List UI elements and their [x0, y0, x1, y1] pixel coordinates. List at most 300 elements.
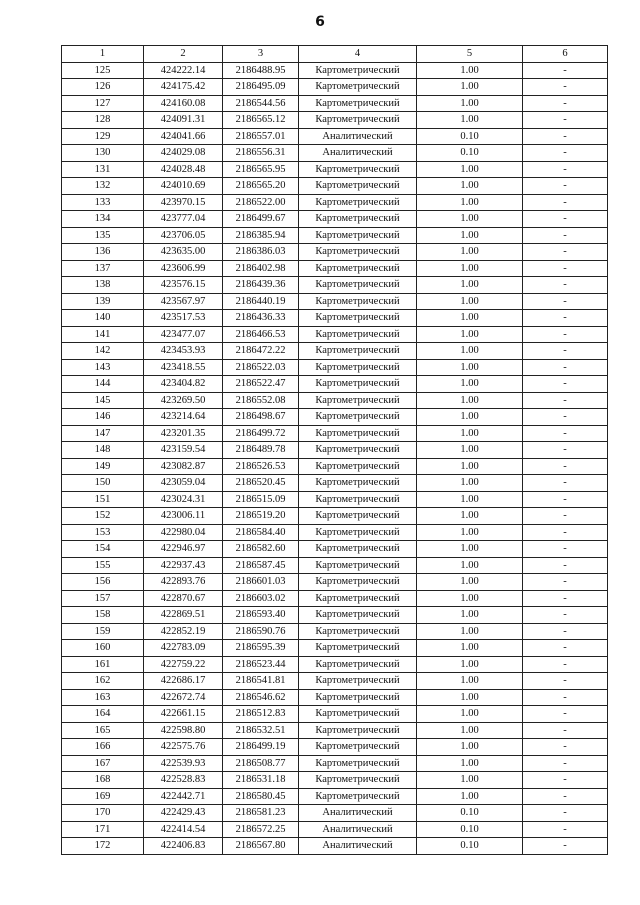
x-coordinate-cell: 423059.04	[144, 475, 223, 492]
note-cell: -	[523, 458, 608, 475]
accuracy-cell: 1.00	[417, 623, 523, 640]
note-cell: -	[523, 95, 608, 112]
y-coordinate-cell: 2186519.20	[223, 508, 299, 525]
accuracy-cell: 1.00	[417, 194, 523, 211]
table-row	[62, 95, 608, 112]
y-coordinate-cell: 2186546.62	[223, 689, 299, 706]
accuracy-cell: 1.00	[417, 689, 523, 706]
method-cell: Картометрический	[299, 310, 417, 327]
note-cell: -	[523, 475, 608, 492]
x-coordinate-cell: 423777.04	[144, 211, 223, 228]
y-coordinate-cell: 2186603.02	[223, 590, 299, 607]
method-cell: Аналитический	[299, 838, 417, 855]
table-row	[62, 145, 608, 162]
note-cell: -	[523, 607, 608, 624]
table-row	[62, 557, 608, 574]
y-coordinate-cell: 2186522.00	[223, 194, 299, 211]
note-cell: -	[523, 772, 608, 789]
method-cell: Картометрический	[299, 706, 417, 723]
method-cell: Картометрический	[299, 392, 417, 409]
table-row	[62, 376, 608, 393]
y-coordinate-cell: 2186495.09	[223, 79, 299, 96]
method-cell: Картометрический	[299, 524, 417, 541]
y-coordinate-cell: 2186565.12	[223, 112, 299, 129]
method-cell: Картометрический	[299, 574, 417, 591]
x-coordinate-cell: 423201.35	[144, 425, 223, 442]
accuracy-cell: 1.00	[417, 590, 523, 607]
table-row	[62, 508, 608, 525]
table-row	[62, 541, 608, 558]
point-number-cell: 127	[62, 95, 144, 112]
x-coordinate-cell: 422429.43	[144, 805, 223, 822]
accuracy-cell: 1.00	[417, 409, 523, 426]
table-row	[62, 343, 608, 360]
point-number-cell: 159	[62, 623, 144, 640]
y-coordinate-cell: 2186386.03	[223, 244, 299, 261]
accuracy-cell: 1.00	[417, 755, 523, 772]
table-row	[62, 293, 608, 310]
x-coordinate-cell: 422946.97	[144, 541, 223, 558]
point-number-cell: 166	[62, 739, 144, 756]
point-number-cell: 169	[62, 788, 144, 805]
method-cell: Картометрический	[299, 277, 417, 294]
note-cell: -	[523, 343, 608, 360]
point-number-cell: 143	[62, 359, 144, 376]
x-coordinate-cell: 423517.53	[144, 310, 223, 327]
table-row	[62, 211, 608, 228]
method-cell: Картометрический	[299, 788, 417, 805]
accuracy-cell: 1.00	[417, 541, 523, 558]
note-cell: -	[523, 376, 608, 393]
table-row	[62, 194, 608, 211]
point-number-cell: 137	[62, 260, 144, 277]
column-header: 6	[523, 46, 608, 63]
y-coordinate-cell: 2186512.83	[223, 706, 299, 723]
accuracy-cell: 1.00	[417, 475, 523, 492]
y-coordinate-cell: 2186531.18	[223, 772, 299, 789]
y-coordinate-cell: 2186581.23	[223, 805, 299, 822]
coordinates-table	[61, 45, 608, 855]
table-row	[62, 821, 608, 838]
accuracy-cell: 1.00	[417, 227, 523, 244]
point-number-cell: 164	[62, 706, 144, 723]
point-number-cell: 162	[62, 673, 144, 690]
note-cell: -	[523, 128, 608, 145]
accuracy-cell: 1.00	[417, 706, 523, 723]
accuracy-cell: 1.00	[417, 458, 523, 475]
method-cell: Картометрический	[299, 79, 417, 96]
method-cell: Картометрический	[299, 607, 417, 624]
x-coordinate-cell: 424029.08	[144, 145, 223, 162]
note-cell: -	[523, 260, 608, 277]
accuracy-cell: 1.00	[417, 112, 523, 129]
note-cell: -	[523, 244, 608, 261]
y-coordinate-cell: 2186565.20	[223, 178, 299, 195]
y-coordinate-cell: 2186440.19	[223, 293, 299, 310]
table-row	[62, 788, 608, 805]
y-coordinate-cell: 2186499.19	[223, 739, 299, 756]
y-coordinate-cell: 2186520.45	[223, 475, 299, 492]
method-cell: Аналитический	[299, 805, 417, 822]
table-row	[62, 178, 608, 195]
method-cell: Картометрический	[299, 260, 417, 277]
y-coordinate-cell: 2186522.47	[223, 376, 299, 393]
accuracy-cell: 1.00	[417, 376, 523, 393]
accuracy-cell: 1.00	[417, 772, 523, 789]
table-body	[62, 62, 608, 854]
table-row	[62, 128, 608, 145]
note-cell: -	[523, 112, 608, 129]
note-cell: -	[523, 557, 608, 574]
x-coordinate-cell: 423159.54	[144, 442, 223, 459]
y-coordinate-cell: 2186466.53	[223, 326, 299, 343]
table-row	[62, 706, 608, 723]
point-number-cell: 129	[62, 128, 144, 145]
x-coordinate-cell: 424222.14	[144, 62, 223, 79]
y-coordinate-cell: 2186580.45	[223, 788, 299, 805]
x-coordinate-cell: 422672.74	[144, 689, 223, 706]
point-number-cell: 160	[62, 640, 144, 657]
x-coordinate-cell: 423006.11	[144, 508, 223, 525]
accuracy-cell: 1.00	[417, 425, 523, 442]
table-row	[62, 161, 608, 178]
point-number-cell: 133	[62, 194, 144, 211]
table-row	[62, 739, 608, 756]
note-cell: -	[523, 805, 608, 822]
y-coordinate-cell: 2186515.09	[223, 491, 299, 508]
x-coordinate-cell: 422869.51	[144, 607, 223, 624]
accuracy-cell: 1.00	[417, 359, 523, 376]
point-number-cell: 153	[62, 524, 144, 541]
x-coordinate-cell: 423024.31	[144, 491, 223, 508]
x-coordinate-cell: 423418.55	[144, 359, 223, 376]
method-cell: Аналитический	[299, 821, 417, 838]
accuracy-cell: 1.00	[417, 656, 523, 673]
table-row	[62, 442, 608, 459]
method-cell: Картометрический	[299, 343, 417, 360]
note-cell: -	[523, 590, 608, 607]
y-coordinate-cell: 2186556.31	[223, 145, 299, 162]
table-row	[62, 227, 608, 244]
x-coordinate-cell: 423082.87	[144, 458, 223, 475]
note-cell: -	[523, 656, 608, 673]
point-number-cell: 126	[62, 79, 144, 96]
point-number-cell: 136	[62, 244, 144, 261]
method-cell: Картометрический	[299, 194, 417, 211]
table-row	[62, 590, 608, 607]
point-number-cell: 154	[62, 541, 144, 558]
y-coordinate-cell: 2186584.40	[223, 524, 299, 541]
point-number-cell: 144	[62, 376, 144, 393]
x-coordinate-cell: 424175.42	[144, 79, 223, 96]
x-coordinate-cell: 424160.08	[144, 95, 223, 112]
point-number-cell: 130	[62, 145, 144, 162]
y-coordinate-cell: 2186590.76	[223, 623, 299, 640]
accuracy-cell: 1.00	[417, 442, 523, 459]
table-row	[62, 260, 608, 277]
accuracy-cell: 1.00	[417, 211, 523, 228]
x-coordinate-cell: 423970.15	[144, 194, 223, 211]
table-row	[62, 640, 608, 657]
y-coordinate-cell: 2186498.67	[223, 409, 299, 426]
accuracy-cell: 1.00	[417, 491, 523, 508]
note-cell: -	[523, 706, 608, 723]
table-row	[62, 359, 608, 376]
table-row	[62, 623, 608, 640]
x-coordinate-cell: 422980.04	[144, 524, 223, 541]
y-coordinate-cell: 2186472.22	[223, 343, 299, 360]
table-row	[62, 524, 608, 541]
point-number-cell: 146	[62, 409, 144, 426]
table-row	[62, 772, 608, 789]
y-coordinate-cell: 2186572.25	[223, 821, 299, 838]
x-coordinate-cell: 423404.82	[144, 376, 223, 393]
note-cell: -	[523, 277, 608, 294]
table-row	[62, 805, 608, 822]
point-number-cell: 135	[62, 227, 144, 244]
method-cell: Картометрический	[299, 95, 417, 112]
note-cell: -	[523, 524, 608, 541]
table-row	[62, 475, 608, 492]
note-cell: -	[523, 442, 608, 459]
method-cell: Картометрический	[299, 244, 417, 261]
table-row	[62, 755, 608, 772]
method-cell: Картометрический	[299, 161, 417, 178]
note-cell: -	[523, 623, 608, 640]
table-row	[62, 689, 608, 706]
method-cell: Картометрический	[299, 623, 417, 640]
y-coordinate-cell: 2186499.67	[223, 211, 299, 228]
note-cell: -	[523, 178, 608, 195]
table-header-row	[62, 46, 608, 63]
table-row	[62, 458, 608, 475]
note-cell: -	[523, 541, 608, 558]
point-number-cell: 163	[62, 689, 144, 706]
note-cell: -	[523, 145, 608, 162]
table-row	[62, 112, 608, 129]
note-cell: -	[523, 640, 608, 657]
point-number-cell: 125	[62, 62, 144, 79]
point-number-cell: 157	[62, 590, 144, 607]
accuracy-cell: 1.00	[417, 293, 523, 310]
point-number-cell: 132	[62, 178, 144, 195]
note-cell: -	[523, 425, 608, 442]
method-cell: Картометрический	[299, 590, 417, 607]
accuracy-cell: 1.00	[417, 260, 523, 277]
table-row	[62, 244, 608, 261]
y-coordinate-cell: 2186526.53	[223, 458, 299, 475]
method-cell: Аналитический	[299, 145, 417, 162]
point-number-cell: 155	[62, 557, 144, 574]
accuracy-cell: 1.00	[417, 788, 523, 805]
note-cell: -	[523, 62, 608, 79]
accuracy-cell: 1.00	[417, 161, 523, 178]
y-coordinate-cell: 2186565.95	[223, 161, 299, 178]
note-cell: -	[523, 310, 608, 327]
method-cell: Картометрический	[299, 211, 417, 228]
x-coordinate-cell: 423576.15	[144, 277, 223, 294]
x-coordinate-cell: 422528.83	[144, 772, 223, 789]
accuracy-cell: 1.00	[417, 277, 523, 294]
method-cell: Картометрический	[299, 227, 417, 244]
y-coordinate-cell: 2186567.80	[223, 838, 299, 855]
method-cell: Картометрический	[299, 442, 417, 459]
y-coordinate-cell: 2186523.44	[223, 656, 299, 673]
x-coordinate-cell: 424010.69	[144, 178, 223, 195]
note-cell: -	[523, 788, 608, 805]
note-cell: -	[523, 739, 608, 756]
x-coordinate-cell: 424028.48	[144, 161, 223, 178]
y-coordinate-cell: 2186595.39	[223, 640, 299, 657]
x-coordinate-cell: 422406.83	[144, 838, 223, 855]
table-row	[62, 838, 608, 855]
note-cell: -	[523, 508, 608, 525]
accuracy-cell: 1.00	[417, 326, 523, 343]
accuracy-cell: 1.00	[417, 607, 523, 624]
accuracy-cell: 1.00	[417, 79, 523, 96]
x-coordinate-cell: 422414.54	[144, 821, 223, 838]
y-coordinate-cell: 2186522.03	[223, 359, 299, 376]
x-coordinate-cell: 422539.93	[144, 755, 223, 772]
point-number-cell: 134	[62, 211, 144, 228]
x-coordinate-cell: 422598.80	[144, 722, 223, 739]
point-number-cell: 152	[62, 508, 144, 525]
x-coordinate-cell: 424041.66	[144, 128, 223, 145]
point-number-cell: 140	[62, 310, 144, 327]
accuracy-cell: 1.00	[417, 739, 523, 756]
y-coordinate-cell: 2186488.95	[223, 62, 299, 79]
accuracy-cell: 1.00	[417, 310, 523, 327]
point-number-cell: 167	[62, 755, 144, 772]
note-cell: -	[523, 359, 608, 376]
table-row	[62, 574, 608, 591]
note-cell: -	[523, 755, 608, 772]
method-cell: Картометрический	[299, 755, 417, 772]
accuracy-cell: 1.00	[417, 557, 523, 574]
x-coordinate-cell: 422783.09	[144, 640, 223, 657]
x-coordinate-cell: 422893.76	[144, 574, 223, 591]
x-coordinate-cell: 423453.93	[144, 343, 223, 360]
table-row	[62, 79, 608, 96]
table-row	[62, 425, 608, 442]
point-number-cell: 141	[62, 326, 144, 343]
point-number-cell: 165	[62, 722, 144, 739]
point-number-cell: 138	[62, 277, 144, 294]
y-coordinate-cell: 2186544.56	[223, 95, 299, 112]
table-row	[62, 409, 608, 426]
method-cell: Картометрический	[299, 178, 417, 195]
x-coordinate-cell: 423567.97	[144, 293, 223, 310]
method-cell: Картометрический	[299, 359, 417, 376]
column-header: 2	[144, 46, 223, 63]
method-cell: Картометрический	[299, 557, 417, 574]
method-cell: Картометрический	[299, 425, 417, 442]
point-number-cell: 131	[62, 161, 144, 178]
point-number-cell: 158	[62, 607, 144, 624]
table-row	[62, 392, 608, 409]
column-header: 3	[223, 46, 299, 63]
method-cell: Картометрический	[299, 508, 417, 525]
x-coordinate-cell: 422937.43	[144, 557, 223, 574]
note-cell: -	[523, 392, 608, 409]
method-cell: Картометрический	[299, 475, 417, 492]
table-row	[62, 326, 608, 343]
method-cell: Картометрический	[299, 62, 417, 79]
accuracy-cell: 1.00	[417, 62, 523, 79]
x-coordinate-cell: 423635.00	[144, 244, 223, 261]
note-cell: -	[523, 838, 608, 855]
accuracy-cell: 1.00	[417, 640, 523, 657]
note-cell: -	[523, 491, 608, 508]
point-number-cell: 142	[62, 343, 144, 360]
accuracy-cell: 1.00	[417, 244, 523, 261]
x-coordinate-cell: 422575.76	[144, 739, 223, 756]
point-number-cell: 150	[62, 475, 144, 492]
point-number-cell: 145	[62, 392, 144, 409]
accuracy-cell: 1.00	[417, 392, 523, 409]
note-cell: -	[523, 293, 608, 310]
y-coordinate-cell: 2186532.51	[223, 722, 299, 739]
column-header: 4	[299, 46, 417, 63]
note-cell: -	[523, 409, 608, 426]
accuracy-cell: 1.00	[417, 673, 523, 690]
method-cell: Картометрический	[299, 491, 417, 508]
method-cell: Картометрический	[299, 541, 417, 558]
point-number-cell: 149	[62, 458, 144, 475]
point-number-cell: 156	[62, 574, 144, 591]
note-cell: -	[523, 821, 608, 838]
note-cell: -	[523, 326, 608, 343]
note-cell: -	[523, 227, 608, 244]
method-cell: Картометрический	[299, 689, 417, 706]
y-coordinate-cell: 2186552.08	[223, 392, 299, 409]
point-number-cell: 147	[62, 425, 144, 442]
x-coordinate-cell: 422442.71	[144, 788, 223, 805]
method-cell: Картометрический	[299, 772, 417, 789]
table-row	[62, 656, 608, 673]
accuracy-cell: 1.00	[417, 343, 523, 360]
method-cell: Картометрический	[299, 326, 417, 343]
accuracy-cell: 1.00	[417, 95, 523, 112]
method-cell: Картометрический	[299, 640, 417, 657]
y-coordinate-cell: 2186385.94	[223, 227, 299, 244]
note-cell: -	[523, 79, 608, 96]
y-coordinate-cell: 2186593.40	[223, 607, 299, 624]
point-number-cell: 148	[62, 442, 144, 459]
x-coordinate-cell: 422870.67	[144, 590, 223, 607]
method-cell: Аналитический	[299, 128, 417, 145]
x-coordinate-cell: 423269.50	[144, 392, 223, 409]
table-row	[62, 277, 608, 294]
y-coordinate-cell: 2186439.36	[223, 277, 299, 294]
method-cell: Картометрический	[299, 112, 417, 129]
method-cell: Картометрический	[299, 722, 417, 739]
method-cell: Картометрический	[299, 656, 417, 673]
column-header: 5	[417, 46, 523, 63]
accuracy-cell: 0.10	[417, 821, 523, 838]
table-row	[62, 491, 608, 508]
accuracy-cell: 0.10	[417, 838, 523, 855]
method-cell: Картометрический	[299, 458, 417, 475]
point-number-cell: 171	[62, 821, 144, 838]
y-coordinate-cell: 2186587.45	[223, 557, 299, 574]
x-coordinate-cell: 423606.99	[144, 260, 223, 277]
y-coordinate-cell: 2186601.03	[223, 574, 299, 591]
column-header: 1	[62, 46, 144, 63]
table-row	[62, 722, 608, 739]
point-number-cell: 161	[62, 656, 144, 673]
accuracy-cell: 1.00	[417, 178, 523, 195]
